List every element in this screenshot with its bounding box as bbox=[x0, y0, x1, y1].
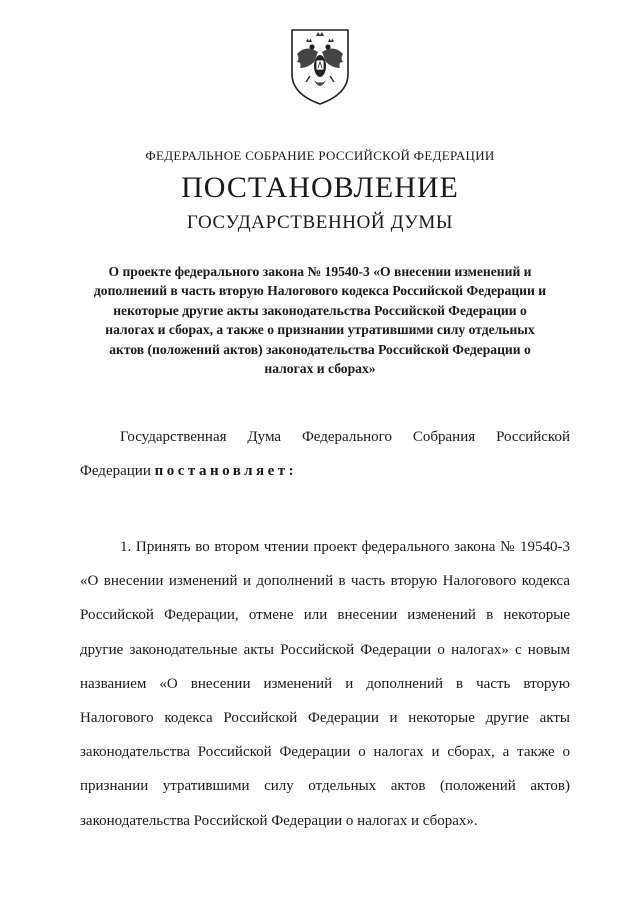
resolution-item-1: 1. Принять во втором чтении проект федерального закона № 19540-3 «О внесении изменений и дополнений в часть вторую Налогового кодекса Российской Федерации, отмене или внесении изменений в некоторые другие законодательные акты Российской Федерации о налогах» с новым названием «О внесении изменений и дополнений в часть вторую Налогового кодекса Российской Федерации и некоторые другие акты законодательства Российской Федерации о налогах и сборах, а также о признании утратившими силу отдельных актов (положений актов) законодательства Российской Федерации о налогах и сборах». bbox=[80, 539, 570, 829]
resolution-intro bbox=[80, 420, 570, 488]
russian-coat-of-arms-icon bbox=[288, 26, 352, 106]
document-subject: О проекте федерального закона № 19540-3 «О внесении изменений и дополнений в часть вторую Налогового кодекса Российской Федерации и некоторые другие акты законодательства Российской Федерации о налогах и сборах, а также о признании утратившими силу отдельных актов (положений актов) законодательства Российской Федерации о налогах и сборах» bbox=[93, 264, 547, 377]
intro-text: Государственная Дума Федерального Собрания Российской Федерации bbox=[80, 429, 570, 480]
organization-name: ФЕДЕРАЛЬНОЕ СОБРАНИЕ РОССИЙСКОЙ ФЕДЕРАЦИИ bbox=[145, 148, 495, 163]
resolves-emphasis: постановляет: bbox=[154, 463, 298, 480]
document-type-title: ПОСТАНОВЛЕНИЕ bbox=[181, 171, 459, 204]
document-issuer: ГОСУДАРСТВЕННОЙ ДУМЫ bbox=[186, 212, 454, 233]
